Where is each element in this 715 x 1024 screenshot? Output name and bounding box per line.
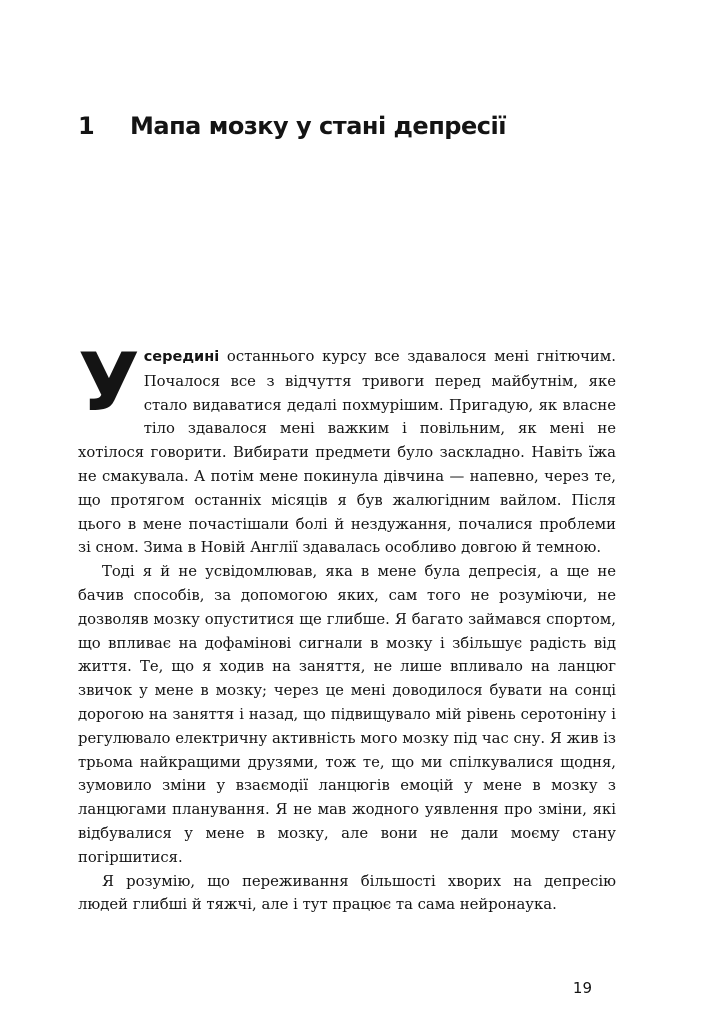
paragraph-2: Тоді я й не усвідомлював, яка в мене була депресія, а ще не бачив способів, за допомогою яких, сам того не розуміючи, не дозволяв мозку опуститися ще глибше. Я багато займався спортом, що впливає на дофамінові сигнали в мозку і збільшує радість від життя. Те, що я ходив на заняття, не лише впливало на ланцюг звичок у мене в мозку; через це мені доводилося бувати на сонці дорогою на заняття і назад, що підвищувало мій рівень серотоніну і регулювало електричну активність мого мозку під час сну. Я жив із трьома найкращими друзями, тож те, що ми спілкувалися щодня, зумовило зміни у взаємодії ланцюгів емоцій у мене в мозку з ланцюгами планування. Я не мав жодного уявлення про зміни, які відбувалися у мене в мозку, але вони не дали моєму стану погіршитися. bbox=[78, 563, 616, 866]
page-number: 19 bbox=[572, 979, 592, 997]
drop-cap: У bbox=[78, 336, 138, 429]
paragraph-1-text: останнього курсу все здавалося мені гнітючим. Почалося все з відчуття тривоги перед майбутнім, яке стало видаватися дедалі похмурішим. Пригадую, як власне тіло здавалося мені важким і повільним, як мені не хотілося говорити. Вибирати предмети було заскладно. Навіть їжа не смакувала. А потім мене покинула дівчина — напевно, через те, що протягом останніх місяців я був жалюгідним вайлом. Після цього в мене почастішали болі й нездужання, почалися проблеми зі сном. Зима в Новій Англії здавалась особливо довгою й темною. bbox=[78, 348, 616, 557]
body-text bbox=[78, 336, 616, 917]
chapter-number: 1 bbox=[78, 112, 95, 140]
lead-word: середині bbox=[143, 349, 220, 365]
paragraph-1 bbox=[78, 336, 616, 560]
chapter-heading bbox=[78, 106, 638, 146]
chapter-title: Мапа мозку у стані депресії bbox=[130, 112, 506, 140]
paragraph-3: Я розумію, що переживання більшості хворих на депресію людей глибші й тяжчі, але і тут працює та сама нейронаука. bbox=[78, 872, 616, 914]
